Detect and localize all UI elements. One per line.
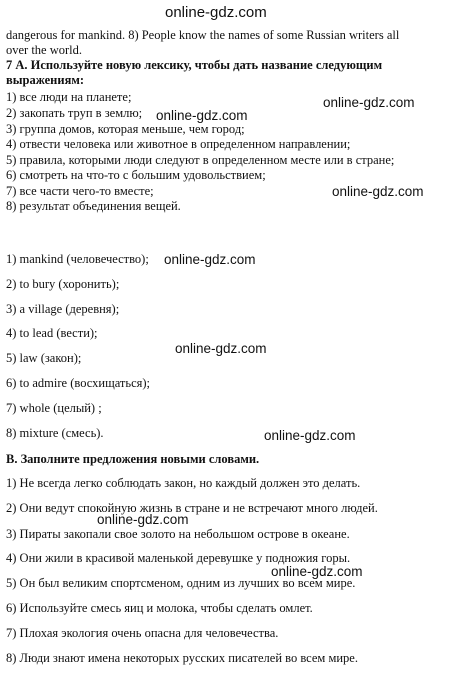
task-a-item: 1) все люди на планете; — [6, 90, 132, 104]
answer-a-item: 6) to admire (восхищаться); — [6, 376, 151, 390]
watermark: online-gdz.com — [271, 564, 363, 579]
watermark: online-gdz.com — [97, 512, 189, 527]
task-b-item: 2) Они ведут спокойную жизнь в стране и не встречают много людей. — [6, 501, 378, 515]
answer-a-item: 3) a village (деревня); — [6, 302, 120, 316]
answer-a-item: 5) law (закон); — [6, 351, 82, 365]
watermark: online-gdz.com — [323, 95, 415, 110]
task-a-heading: выражениям: — [6, 73, 85, 87]
task-b-item: 8) Люди знают имена некоторых русских писателей во всем мире. — [6, 651, 358, 665]
task-b-heading: В. Заполните предложения новыми словами. — [6, 452, 260, 466]
watermark: online-gdz.com — [164, 252, 256, 267]
task-b-item: 3) Пираты закопали свое золото на небольшом острове в океане. — [6, 527, 350, 541]
task-b-item: 6) Используйте смесь яиц и молока, чтобы сделать омлет. — [6, 601, 313, 615]
watermark: online-gdz.com — [165, 4, 267, 21]
task-b-item: 5) Он был великим спортсменом, одним из лучших во всем мире. — [6, 576, 356, 590]
task-a-item: 5) правила, которыми люди следуют в определенном месте или в стране; — [6, 153, 395, 167]
task-b-item: 1) Не всегда легко соблюдать закон, но каждый должен это делать. — [6, 476, 361, 490]
task-a-item: 4) отвести человека или животное в определенном направлении; — [6, 137, 351, 151]
task-b-item: 4) Они жили в красивой маленькой деревушке у подножия горы. — [6, 551, 351, 565]
watermark: online-gdz.com — [156, 108, 248, 123]
answer-a-item: 1) mankind (человечество); — [6, 252, 149, 266]
task-b-item: 7) Плохая экология очень опасна для человечества. — [6, 626, 279, 640]
answer-a-item: 4) to lead (вести); — [6, 326, 98, 340]
task-a-item: 2) закопать труп в землю; — [6, 106, 143, 120]
task-a-item: 8) результат объединения вещей. — [6, 199, 181, 213]
watermark: online-gdz.com — [175, 341, 267, 356]
task-a-heading: 7 А. Используйте новую лексику, чтобы дать название следующим — [6, 58, 383, 72]
watermark: online-gdz.com — [332, 184, 424, 199]
intro-line: dangerous for mankind. 8) People know the names of some Russian writers all — [6, 28, 400, 42]
watermark: online-gdz.com — [264, 428, 356, 443]
task-a-item: 7) все части чего-то вместе; — [6, 184, 154, 198]
answer-a-item: 8) mixture (смесь). — [6, 426, 104, 440]
task-a-item: 3) группа домов, которая меньше, чем город; — [6, 122, 245, 136]
answer-a-item: 2) to bury (хоронить); — [6, 277, 120, 291]
answer-a-item: 7) whole (целый) ; — [6, 401, 102, 415]
task-a-item: 6) смотреть на что-то с большим удовольствием; — [6, 168, 266, 182]
intro-line: over the world. — [6, 43, 83, 57]
